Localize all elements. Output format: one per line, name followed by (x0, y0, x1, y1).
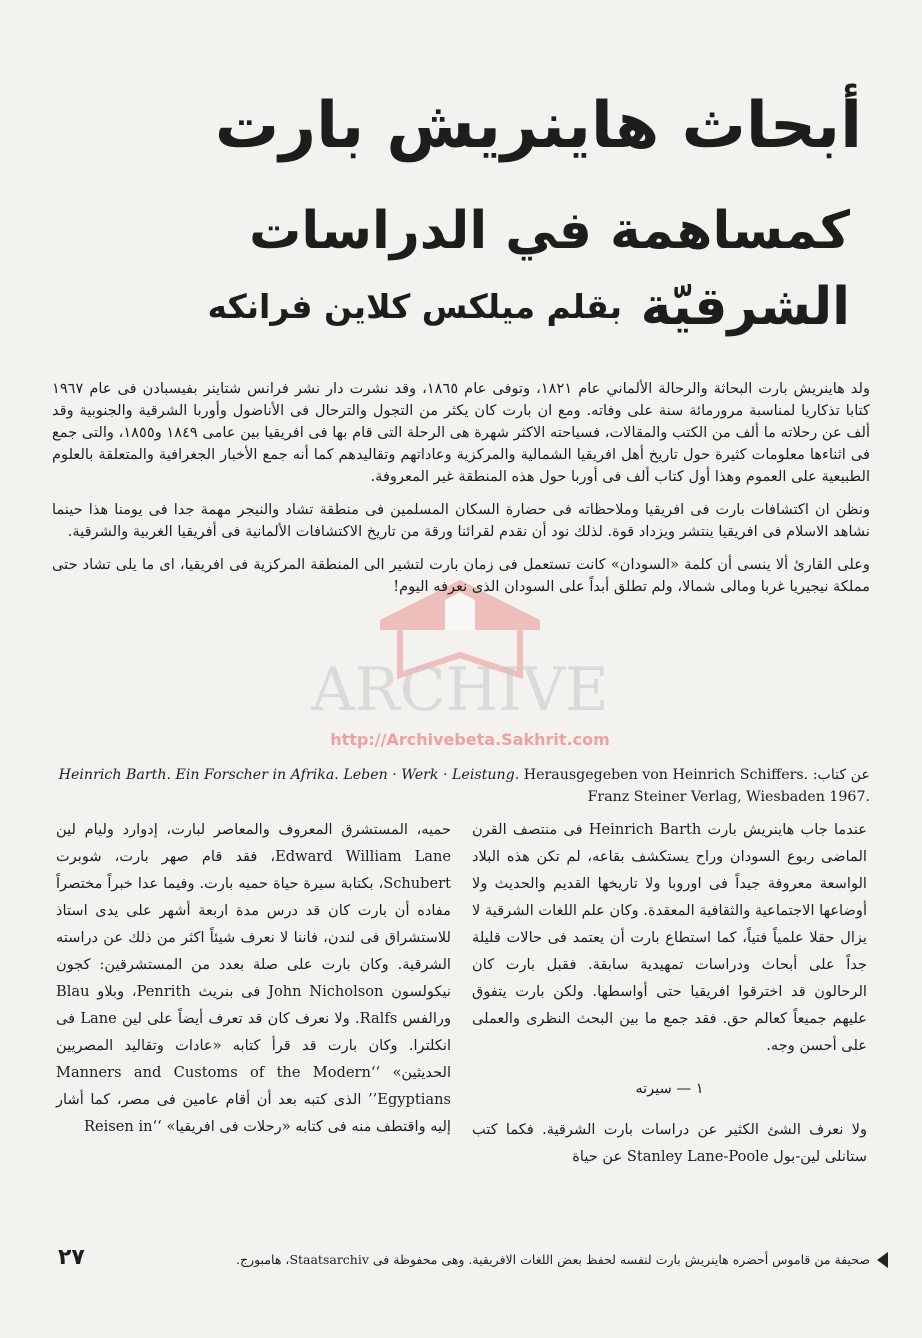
right-column-paragraph-2: ولا نعرف الشئ الكثير عن دراسات بارت الشرقية. فكما كتب ستانلى لين-بول Stanley Lane-Poole عن حياة (472, 1121, 867, 1165)
page-number: ٢٧ (58, 1245, 85, 1270)
reference-title: Heinrich Barth. Ein Forscher in Afrika. Leben · Werk · Leistung. (58, 767, 520, 783)
figure-caption: صحيفة من قاموس أحضره هاينريش بارت لنفسه لحفظ بعض اللغات الافريقية. وهى محفوظة فى Staatsarchiv، هامبورج. (236, 1252, 870, 1267)
article-title: أبحاث هاينريش بارت (214, 89, 862, 163)
section-heading-biography: ١ — سيرته (635, 1080, 704, 1097)
intro-paragraph-3: وعلى القارئ ألا ينسى أن كلمة «السودان» كانت تستعمل فى زمان بارت لتشير الى المنطقة المركزية فى افريقيا، اى ما يلى تشاد حتى مملكة نيجيريا غربا ومالى شمالا، ولم تطلق أبداً على السودان الذى نعرفه اليوم! (52, 556, 870, 595)
author-byline: بقلم ميلكس كلاين فرانكه (207, 287, 622, 326)
watermark-url: http://Archivebeta.Sakhrit.com (330, 730, 610, 749)
intro-paragraph-2: ونظن ان اكتشافات بارت فى افريقيا وملاحظاته فى حضارة السكان المسلمين فى منطقة تشاد والنيجر مهمة جدا فى يومنا هذا حينما نشاهد الاسلام فى افريقيا ينتشر ويزداد قوة. لذلك نود أن نقدم لقرائنا ورقة من تاريخ الاكتشافات الألمانية فى أفريقيا الغربية والشرقية. (52, 501, 870, 540)
watermark-brand: ARCHIVE (311, 655, 609, 725)
right-column-paragraph-1: عندما جاب هاينريش بارت Heinrich Barth فى منتصف القرن الماضى ربوع السودان وراح يستكشف بقاعه، لم تكن هذه البلاد الواسعة معروفة جيداً فى اوروبا ولا تاريخها القديم والحديث ولا أوضاعها الاجتماعية والثقافية المعقدة. وكان علم اللغات الشرقية لا يزال حقلا علمياً فتياً، كما استطاع بارت أن يعتمد فى حالات قليلة جداً على أبحاث ودراسات تمهيدية سابقة. فقبل بارت كان الرحالون قد اخترقوا افريقيا حتى أواسطها. ولكن بارت يتفوق عليهم جميعاً كعالم حق. فقد جمع ما بين البحث النظرى والعملى على أحسن وجه. (472, 821, 867, 1054)
reference-publisher: Herausgegeben von Heinrich Schiffers. Franz Steiner Verlag, Wiesbaden 1967. (523, 767, 870, 805)
book-reference (52, 764, 870, 808)
left-column-paragraph-1: حميه، المستشرق المعروف والمعاصر لبارت، إدوارد وليام لين Edward William Lane، فقد قام صهر بارت، شوبرت Schubert، بكتابة سيرة حياة حميه بارت. وفيما عدا خبراً مختصراً مفاده أن بارت كان قد درس مدة اربعة أشهر على يدى استاذ للاستشراق فى لندن، فاننا لا نعرف شيئاً اكثر من ذلك عن دراسته الشرقية. وكان بارت على صلة بعدد من المستشرقين: كجون نيكولسون John Nicholson فى بنريث Penrith، وبلاو Blau ورالفس Ralfs. ولا نعرف كان قد تعرف أيضاً على لين Lane فى انكلترا. وكان بارت قد قرأ كتابه «عادات وتقاليد المصريين الحديثين» ‘‘Manners and Customs of the Modern Egyptians’’ الذى كتبه بعد أن أقام عامين فى مصر، كما أشار إليه واقتطف منه فى كتابه «رحلات فى افريقيا» ‘‘Reisen in (56, 821, 451, 1135)
right-column (472, 816, 867, 1170)
intro-paragraph-1: ولد هاينريش بارت البحاثة والرحالة الألماني عام ١٨٢١، وتوفى عام ١٨٦٥، وقد نشرت دار نشر فرانس شتاينر بفيسبادن فى عام ١٩٦٧ كتابا تذكاريا لمناسبة مرورمائة سنة على وفاته. ومع ان بارت كان يكثر من التجول والترحال فى الأناضول وأوربا الشرقية والجنوبية وقد ألف عن رحلاته ما ألف من الكتب والمقالات، فسياحته الاكثر شهرة هى الرحلة التى قام بها فى افريقيا بين عامى ١٨٤٩ و١٨٥٥، والتى جمع فى اثناءها معلومات كثيرة حول تاريخ أهل افريقيا الشمالية والمركزية وعاداتهم وتقاليدهم كما أنه جمع الأخبار الجغرافية والمتعلقة بالعلوم الطبيعية على العموم وهذا أول كتاب ألف فى أوربا حول هذه المنطقة غير المعروفة. (52, 380, 871, 485)
caption-arrow-icon (877, 1252, 888, 1268)
reference-label: عن كتاب: (812, 767, 870, 783)
reference-citation (59, 767, 870, 805)
intro-section (52, 378, 870, 609)
article-subtitle: كمساهمة في الدراسات الشرقيّة (249, 201, 850, 337)
left-column (56, 816, 451, 1140)
